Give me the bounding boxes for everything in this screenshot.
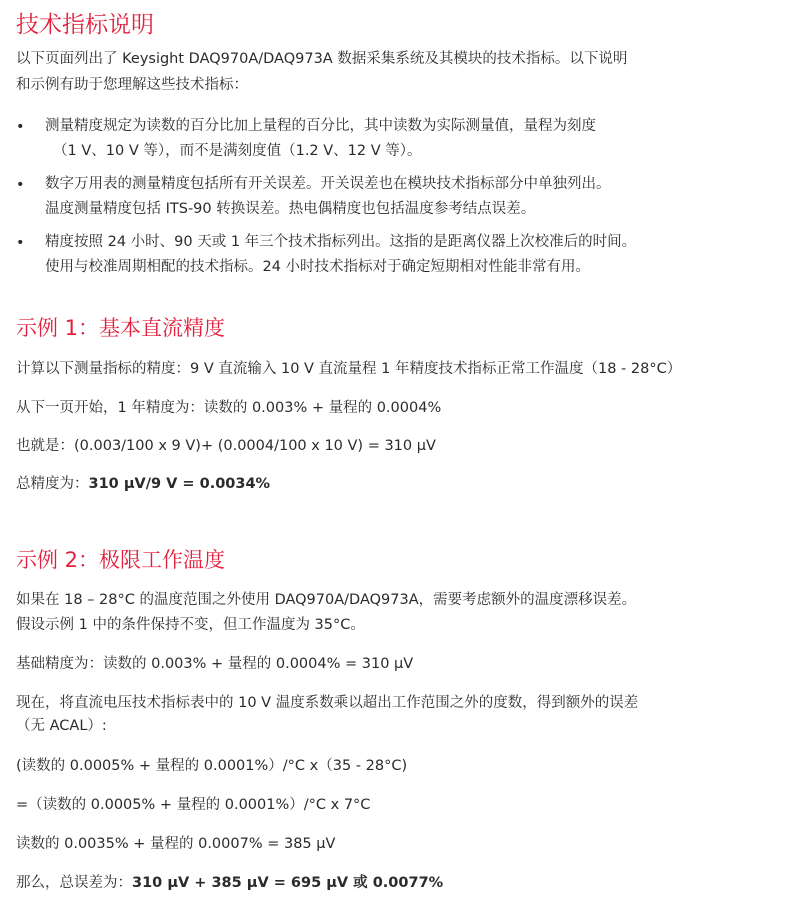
page-title: 技术指标说明 [16,12,154,38]
bullet-3-line-2: 使用与校准周期相配的技术指标。24 小时技术指标对于确定短期相对性能非常有用。 [45,259,591,275]
example-2-total-label: 那么，总误差为： [16,875,132,891]
example-2-heading: 示例 2：极限工作温度 [16,548,226,572]
example-2-para-2: 基础精度为：读数的 0.003% + 量程的 0.0004% = 310 μV [16,656,414,672]
example-2-para-3-line-1: 现在，将直流电压技术指标表中的 10 V 温度系数乘以超出工作范围之外的度数，得到额外的误差 [16,695,639,711]
bullet-dot-icon: • [16,235,25,251]
example-2-para-1-line-1: 如果在 18 – 28°C 的温度范围之外使用 DAQ970A/DAQ973A，需要考虑额外的温度漂移误差。 [16,592,637,608]
example-1-para-1: 计算以下测量指标的精度：9 V 直流输入 10 V 直流量程 1 年精度技术指标正常工作温度（18 - 28°C） [16,361,682,377]
example-2-para-5: =（读数的 0.0005% + 量程的 0.0001%）/°C x 7°C [16,797,371,813]
bullet-dot-icon: • [16,177,25,193]
intro-line-2: 和示例有助于您理解这些技术指标： [16,77,248,93]
example-2-para-3-line-2: （无 ACAL）: [16,718,107,734]
example-2-para-1-line-2: 假设示例 1 中的条件保持不变，但工作温度为 35°C。 [16,617,365,633]
example-1-total [16,474,270,494]
example-1-total-value: 310 μV/9 V = 0.0034% [88,476,271,492]
example-1-total-label: 总精度为： [16,476,89,492]
bullet-2-line-2: 温度测量精度包括 ITS-90 转换误差。热电偶精度也包括温度参考结点误差。 [45,201,536,217]
example-1-para-3: 也就是：(0.003/100 x 9 V)+ (0.0004/100 x 10 V) = 310 μV [16,438,436,454]
example-2-total-value: 310 μV + 385 μV = 695 μV 或 0.0077% [132,875,444,891]
bullet-3-line-1: 精度按照 24 小时、90 天或 1 年三个技术指标列出。这指的是距离仪器上次校准后的时间。 [45,234,637,250]
bullet-1-line-2: （1 V、10 V 等），而不是满刻度值（1.2 V、12 V 等）。 [53,143,422,159]
example-2-total [16,873,443,893]
bullet-dot-icon: • [16,119,25,135]
example-1-heading: 示例 1：基本直流精度 [16,316,226,340]
intro-line-1: 以下页面列出了 Keysight DAQ970A/DAQ973A 数据采集系统及其模块的技术指标。以下说明 [16,51,628,67]
example-2-para-4: (读数的 0.0005% + 量程的 0.0001%）/°C x（35 - 28°C) [16,758,408,774]
bullet-1-line-1: 测量精度规定为读数的百分比加上量程的百分比，其中读数为实际测量值，量程为刻度 [45,118,596,134]
example-2-para-6: 读数的 0.0035% + 量程的 0.0007% = 385 μV [16,836,336,852]
bullet-2-line-1: 数字万用表的测量精度包括所有开关误差。开关误差也在模块技术指标部分中单独列出。 [45,176,611,192]
example-1-para-2: 从下一页开始，1 年精度为：读数的 0.003% + 量程的 0.0004% [16,400,442,416]
